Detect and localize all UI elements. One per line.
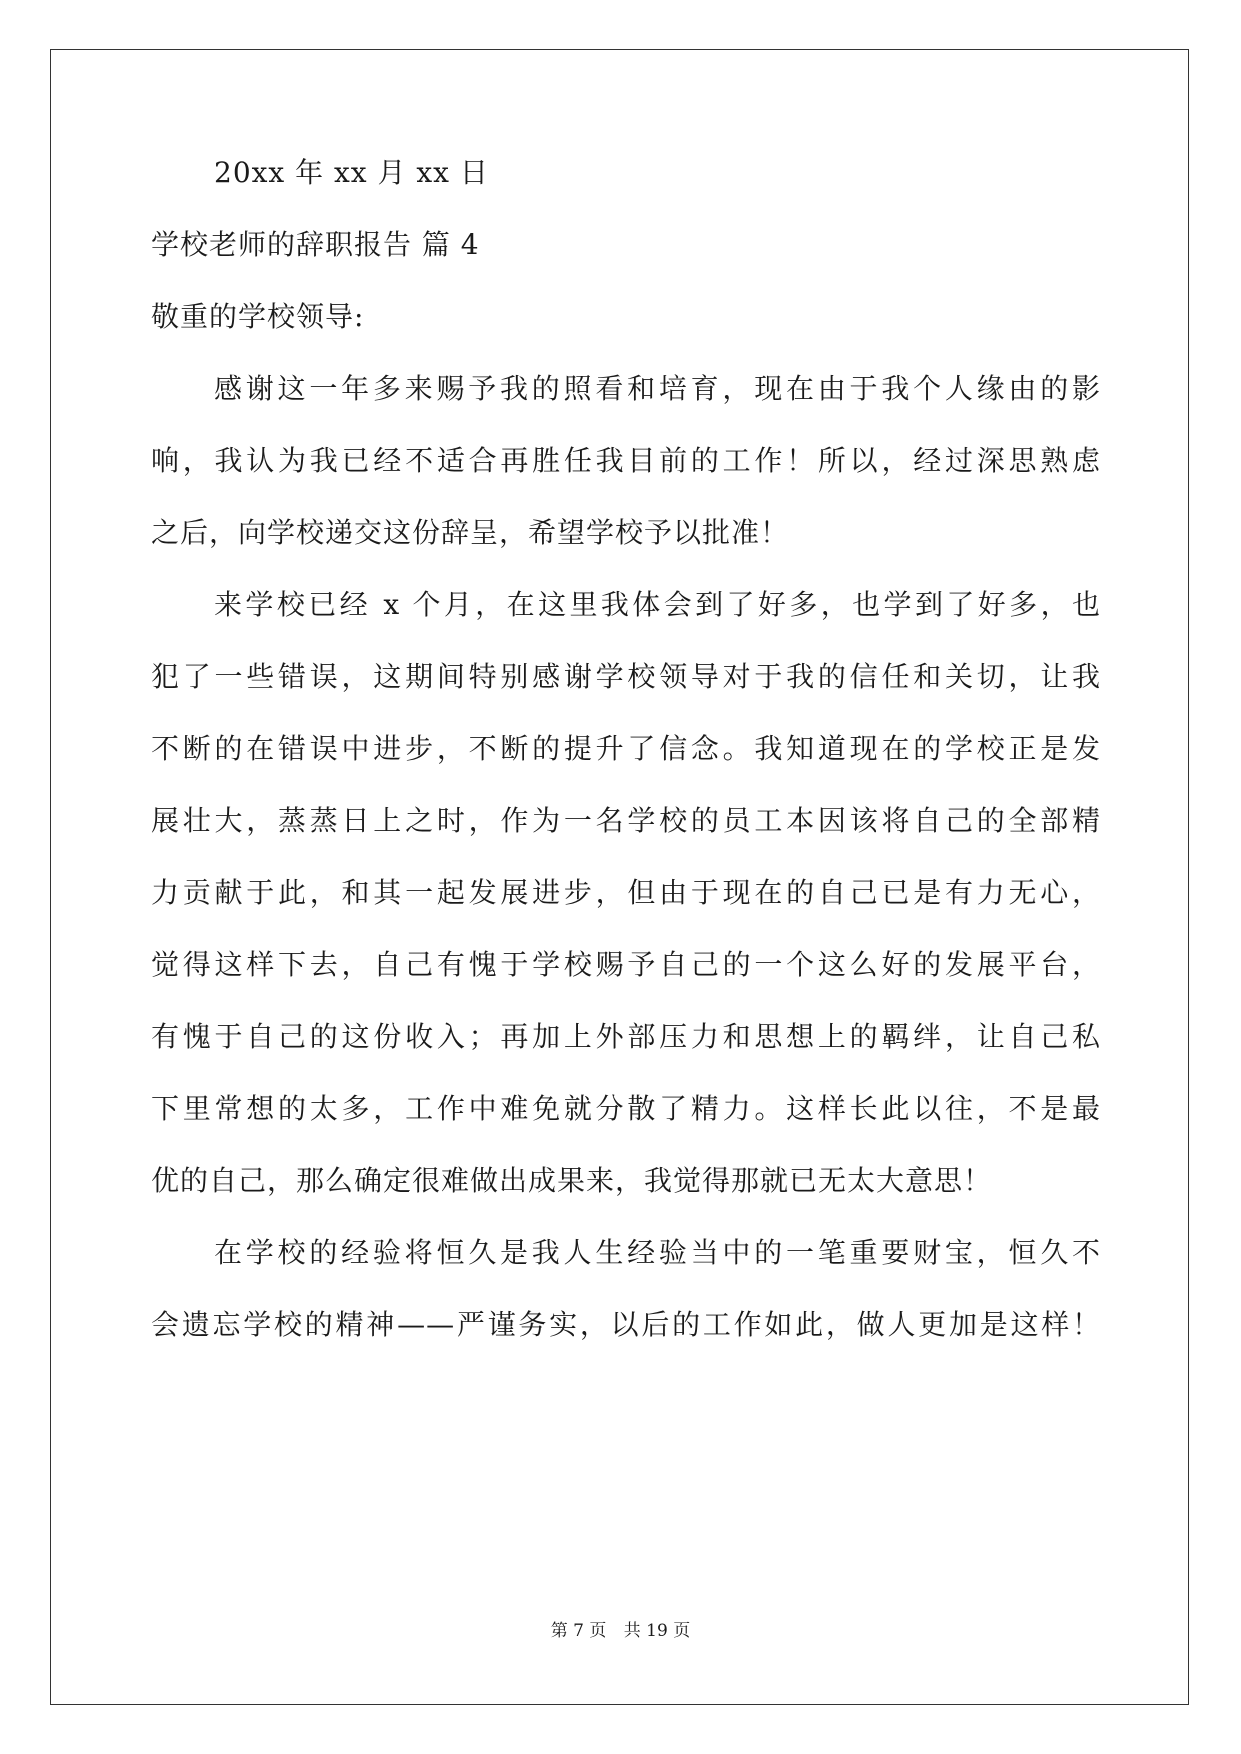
paragraph-2-line-4: 展壮大，蒸蒸日上之时，作为一名学校的员工本因该将自己的全部精	[151, 804, 1101, 837]
paragraph-1-line-3: 之后，向学校递交这份辞呈，希望学校予以批准！	[151, 516, 790, 549]
paragraph-2-line-2: 犯了一些错误，这期间特别感谢学校领导对于我的信任和关切，让我	[151, 660, 1101, 693]
paragraph-2-line-8: 下里常想的太多，工作中难免就分散了精力。这样长此以往，不是最	[151, 1092, 1101, 1125]
paragraph-3-line-2: 会遗忘学校的精神——严谨务实，以后的工作如此，做人更加是这样！	[151, 1308, 1101, 1341]
paragraph-2-line-6: 觉得这样下去，自己有愧于学校赐予自己的一个这么好的发展平台，	[151, 948, 1101, 981]
paragraph-2-line-7: 有愧于自己的这份收入；再加上外部压力和思想上的羁绊，让自己私	[151, 1020, 1101, 1053]
page-total: 共 19 页	[623, 1621, 691, 1641]
paragraph-2-line-9: 优的自己，那么确定很难做出成果来，我觉得那就已无太大意思！	[151, 1164, 993, 1197]
paragraph-3-line-1: 在学校的经验将恒久是我人生经验当中的一笔重要财宝，恒久不	[214, 1236, 1101, 1269]
paragraph-2-line-1: 来学校已经 x 个月，在这里我体会到了好多，也学到了好多，也	[214, 588, 1101, 621]
date-line: 20xx 年 xx 月 xx 日	[214, 156, 489, 189]
paragraph-1-line-1: 感谢这一年多来赐予我的照看和培育，现在由于我个人缘由的影	[214, 372, 1101, 405]
paragraph-2-line-5: 力贡献于此，和其一起发展进步，但由于现在的自己已是有力无心，	[151, 876, 1101, 909]
page-number: 第 7 页	[550, 1621, 607, 1641]
page-footer	[0, 1620, 1241, 1642]
salutation: 敬重的学校领导:	[151, 300, 365, 333]
paragraph-2-line-3: 不断的在错误中进步，不断的提升了信念。我知道现在的学校正是发	[151, 732, 1101, 765]
section-title: 学校老师的辞职报告 篇 4	[151, 228, 480, 261]
paragraph-1-line-2: 响，我认为我已经不适合再胜任我目前的工作！所以，经过深思熟虑	[151, 444, 1101, 477]
